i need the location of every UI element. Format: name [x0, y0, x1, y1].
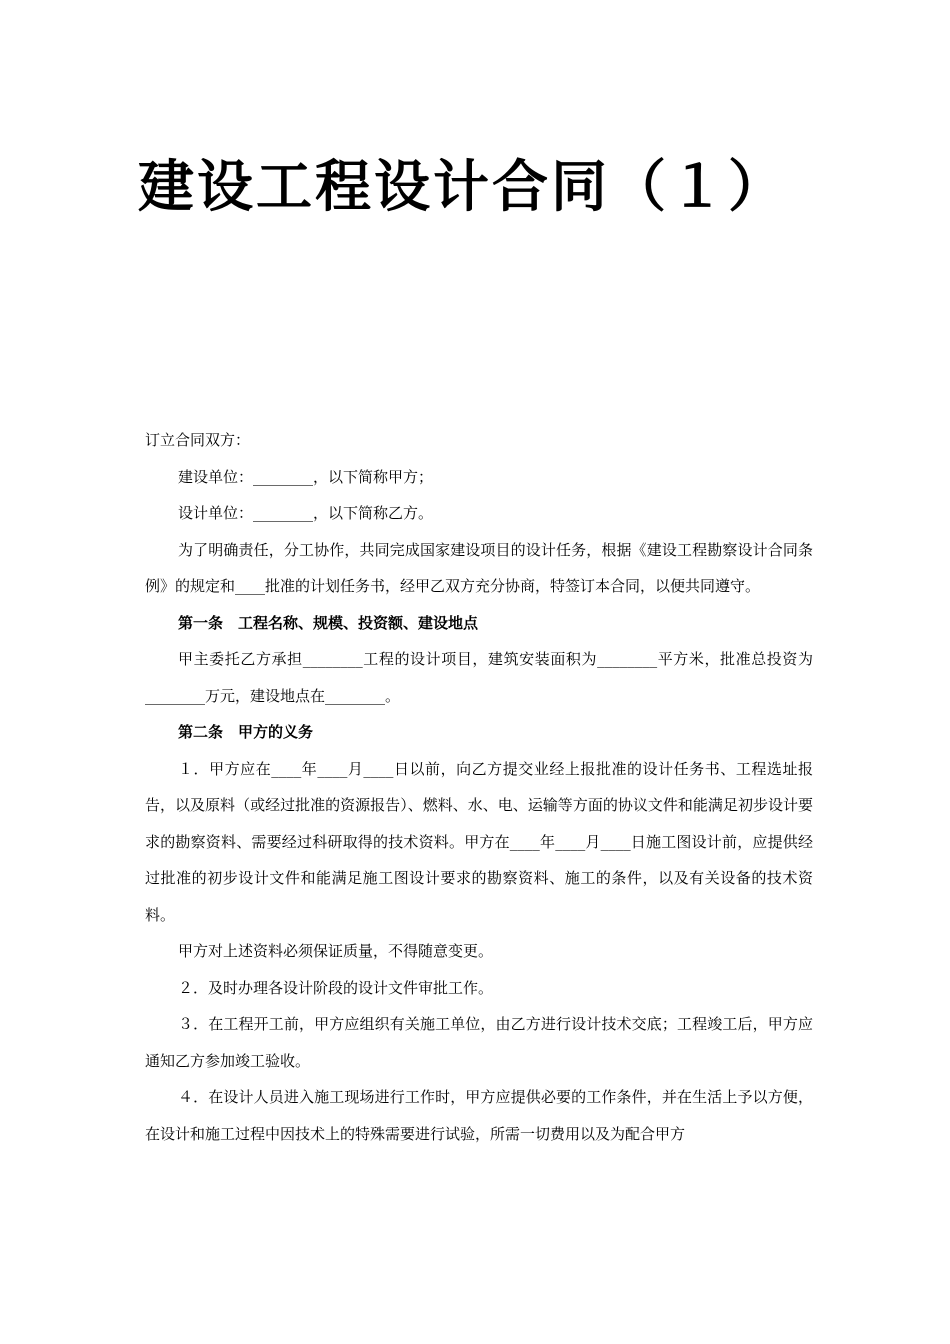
article-2-quality-note: 甲方对上述资料必须保证质量，不得随意变更。 [178, 942, 494, 960]
article-1-paragraph: 甲主委托乙方承担________工程的设计项目，建筑安装面积为________平方米，批准总投资为________万元，建设地点在________。 [145, 650, 813, 705]
article-2-item-4: ４．在设计人员进入施工现场进行工作时，甲方应提供必要的工作条件，并在生活上予以方便，在设计和施工过程中因技术上的特殊需要进行试验，所需一切费用以及为配合甲方 [145, 1088, 813, 1143]
document-title: 建设工程设计合同（１） [138, 155, 787, 220]
parties-intro: 订立合同双方： [145, 431, 251, 449]
document-body [145, 422, 813, 1152]
article-2-item-1: １．甲方应在____年____月____日以前，向乙方提交业经上报批准的设计任务书、工程选址报告，以及原料（或经过批准的资源报告）、燃料、水、电、运输等方面的协议文件和能满足初步设计要求的勘察资料、需要经过科研取得的技术资料。甲方在____年____月____日施工图设计前，应提供经过批准的初步设计文件和能满足施工图设计要求的勘察资料、施工的条件，以及有关设备的技术资料。 [145, 759, 813, 924]
party-b-line: 设计单位：________，以下简称乙方。 [178, 504, 434, 522]
article-2-heading: 第二条 甲方的义务 [178, 723, 314, 741]
preamble-paragraph: 为了明确责任，分工协作，共同完成国家建设项目的设计任务，根据《建设工程勘察设计合同条例》的规定和____批准的计划任务书，经甲乙双方充分协商，特签订本合同，以便共同遵守。 [145, 540, 813, 595]
article-2-item-3: ３．在工程开工前，甲方应组织有关施工单位，由乙方进行设计技术交底；工程竣工后，甲方应通知乙方参加竣工验收。 [145, 1015, 813, 1070]
article-1-heading: 第一条 工程名称、规模、投资额、建设地点 [178, 613, 479, 632]
party-a-line: 建设单位：________，以下简称甲方； [178, 467, 434, 486]
article-2-item-2: ２．及时办理各设计阶段的设计文件审批工作。 [178, 978, 494, 997]
